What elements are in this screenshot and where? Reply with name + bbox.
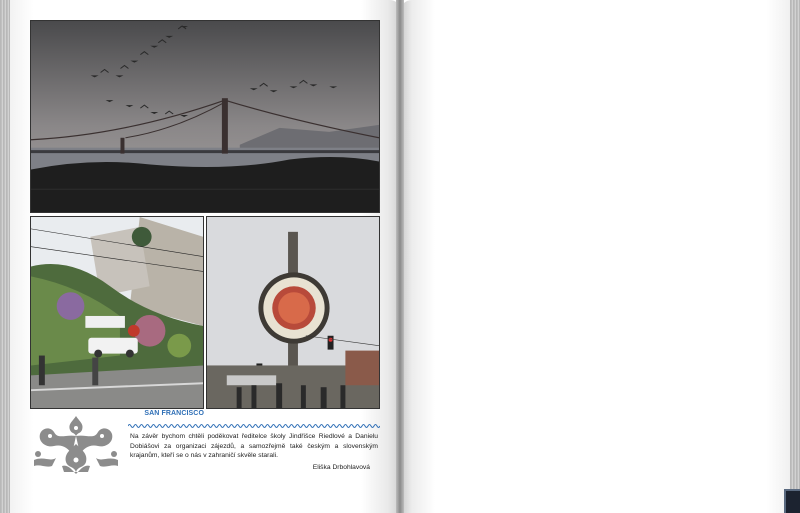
book-gutter [396,0,404,513]
book-edge-right [790,0,800,513]
book-edge-left [0,0,10,513]
corner-thumbnail-widget[interactable] [784,489,800,513]
decorative-wave-divider [128,423,380,429]
acknowledgement-text: Na závěr bychom chtěli poděkovat ředitelce školy Jindřišce Riedlové a Danielu Dobiášovi za organizaci zájezdů, a samozřejmě také českým a slovenským krajanům, kteří se o nás v zahraničí skvěle starali. [130,433,378,460]
photo-caption: SAN FRANCISCO [144,410,204,417]
right-page[interactable] [400,0,790,513]
fishermans-wharf-photo [206,216,380,409]
lombard-street-photo [30,216,204,409]
golden-gate-bridge-photo [30,20,380,213]
author-signature: Eliška Drbohlavová [312,464,370,471]
floral-ornament-icon [32,414,120,476]
